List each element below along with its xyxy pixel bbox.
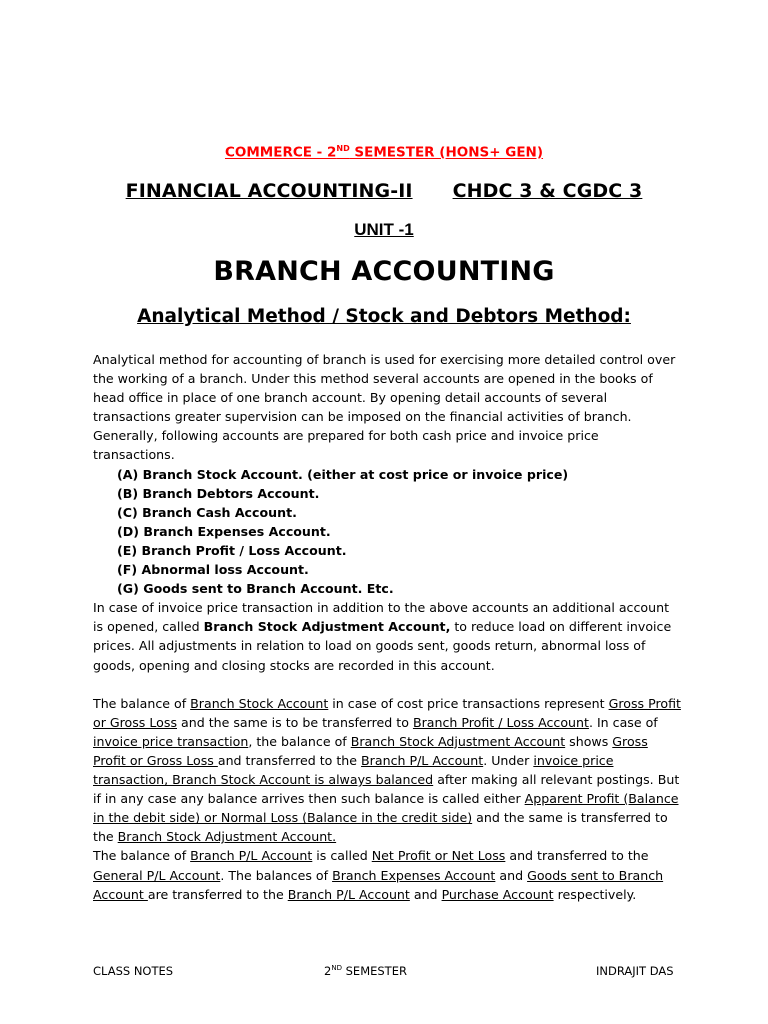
adjustment-paragraph: In case of invoice price transaction in addition to the above accounts an additional account is opened, called Branch Stock Adjustment Account, to reduce load on different invoice prices. All adjustments in relation to load on goods sent, goods return, abnormal loss of goods, opening and closing stocks are recorded in this account. — [93, 600, 672, 673]
section-subtitle: Analytical Method / Stock and Debtors Method: — [137, 306, 631, 327]
list-item: (E) Branch Profit / Loss Account. — [117, 542, 347, 558]
page-title: BRANCH ACCOUNTING — [213, 256, 555, 287]
list-item: (D) Branch Expenses Account. — [117, 523, 331, 539]
list-item: (B) Branch Debtors Account. — [117, 485, 320, 501]
course-heading — [0, 180, 768, 202]
list-item: (G) Goods sent to Branch Account. Etc. — [117, 581, 394, 597]
body-content — [93, 350, 683, 904]
list-item: (C) Branch Cash Account. — [117, 504, 297, 520]
accounts-list — [93, 465, 683, 599]
unit-heading: UNIT -1 — [354, 220, 414, 239]
course-codes: CHDC 3 & CGDC 3 — [452, 180, 643, 202]
list-item: (A) Branch Stock Account. (either at cost price or invoice price) — [117, 466, 569, 482]
footer-semester: 2ND SEMESTER — [324, 964, 407, 978]
course-title: FINANCIAL ACCOUNTING-II — [125, 180, 413, 202]
footer-class-notes: CLASS NOTES — [93, 964, 174, 978]
balance-paragraph: The balance of Branch Stock Account in case of cost price transactions represent Gross Profit or Gross Loss and the same is to be transferred to Branch Profit / Loss Account. In case of invoice price transaction, the balance of Branch Stock Adjustment Account shows Gross Profit or Gross Loss and transferred to the Branch P/L Account. Under invoice price transaction, Branch Stock Account is always balanced after making all relevant postings. But if in any case any balance arrives then such balance is called either Apparent Profit (Balance in the debit side) or Normal Loss (Balance in the credit side) and the same is transferred to the Branch Stock Adjustment Account. — [93, 695, 681, 845]
profit-paragraph: The balance of Branch P/L Account is called Net Profit or Net Loss and transferred to the General P/L Account. The balances of Branch Expenses Account and Goods sent to Branch Account are transferred to the Branch P/L Account and Purchase Account respectively. — [93, 848, 664, 902]
intro-paragraph: Analytical method for accounting of branch is used for exercising more detailed control over the working of a branch. Under this method several accounts are opened in the books of head office in place of one branch account. By opening detail accounts of several transactions greater supervision can be imposed on the financial activities of branch. Generally, following accounts are prepared for both cash price and invoice price transactions. — [93, 352, 676, 463]
footer-author: INDRAJIT DAS — [596, 964, 674, 978]
semester-heading: COMMERCE - 2ND SEMESTER (HONS+ GEN) — [224, 144, 544, 161]
list-item: (F) Abnormal loss Account. — [117, 562, 309, 578]
